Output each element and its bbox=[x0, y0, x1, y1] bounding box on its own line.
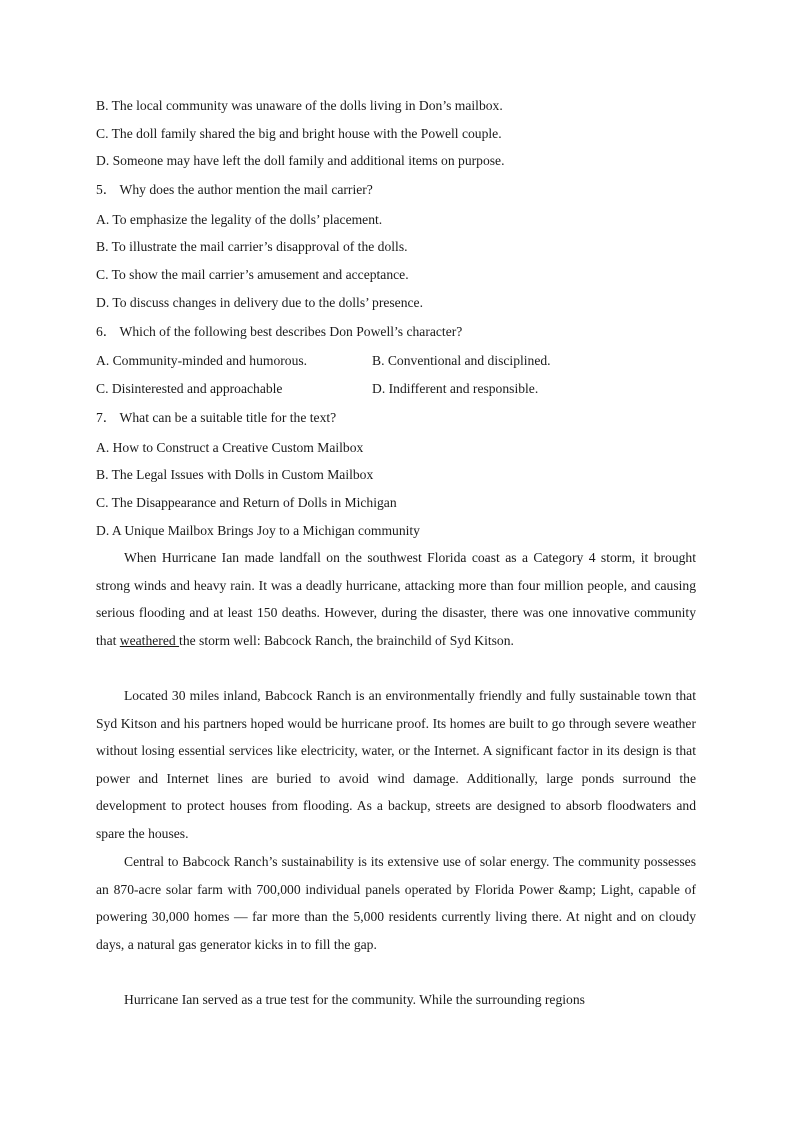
q7-option-c: C. The Disappearance and Return of Dolls in Michigan bbox=[96, 495, 397, 510]
q7-stem: 7． What can be a suitable title for the text? bbox=[96, 410, 337, 425]
q7-option-d: D. A Unique Mailbox Brings Joy to a Michigan community bbox=[96, 523, 420, 538]
passage-paragraph-4 bbox=[96, 986, 696, 1014]
q6-option-d: D. Indifferent and responsible. bbox=[372, 381, 539, 396]
q4-option-c: C. The doll family shared the big and bright house with the Powell couple. bbox=[96, 126, 502, 141]
q4-option-d: D. Someone may have left the doll family and additional items on purpose. bbox=[96, 153, 505, 168]
q5-option-a: A. To emphasize the legality of the dolls’ placement. bbox=[96, 212, 383, 227]
underlined-word: weathered bbox=[119, 632, 180, 648]
p1-text-before: When Hurricane Ian made landfall on the southwest Florida coast as a Category 4 storm, it brought strong winds and heavy rain. It was a deadly hurricane, attacking more than four million people, and causing serious flooding and at least 150 deaths. However, during the disaster, there was one innovative community that bbox=[96, 550, 696, 648]
q5-option-b: B. To illustrate the mail carrier’s disapproval of the dolls. bbox=[96, 239, 408, 254]
q7-option-a: A. How to Construct a Creative Custom Mailbox bbox=[96, 440, 364, 455]
p1-text-after: the storm well: Babcock Ranch, the brainchild of Syd Kitson. bbox=[179, 632, 514, 648]
passage-paragraph-3 bbox=[96, 848, 696, 958]
q7-option-b: B. The Legal Issues with Dolls in Custom Mailbox bbox=[96, 467, 374, 482]
q6-option-b: B. Conventional and disciplined. bbox=[372, 353, 551, 368]
q5-stem: 5． Why does the author mention the mail carrier? bbox=[96, 182, 373, 197]
q6-option-a: A. Community-minded and humorous. bbox=[96, 353, 308, 368]
passage-paragraph-1 bbox=[96, 544, 696, 654]
passage-paragraph-2 bbox=[96, 682, 696, 847]
p3-text: Central to Babcock Ranch’s sustainability is its extensive use of solar energy. The community possesses an 870-acre solar farm with 700,000 individual panels operated by Florida Power &amp; Light, capable of powering 30,000 homes — far more than the 5,000 residents currently living there. At night and on cloudy days, a natural gas generator kicks in to fill the gap. bbox=[96, 854, 696, 952]
q4-option-b: B. The local community was unaware of the dolls living in Don’s mailbox. bbox=[96, 98, 503, 113]
p2-text: Located 30 miles inland, Babcock Ranch is an environmentally friendly and fully sustainable town that Syd Kitson and his partners hoped would be hurricane proof. Its homes are built to go through severe weather without losing essential services like electricity, water, or the Internet. A significant factor in its design is that power and Internet lines are buried to avoid wind damage. Additionally, large ponds surround the development to protect houses from flooding. As a backup, streets are designed to absorb floodwaters and spare the houses. bbox=[96, 688, 696, 841]
q6-option-c: C. Disinterested and approachable bbox=[96, 381, 283, 396]
q5-option-c: C. To show the mail carrier’s amusement and acceptance. bbox=[96, 267, 409, 282]
q6-stem: 6． Which of the following best describes Don Powell’s character? bbox=[96, 324, 463, 339]
q5-option-d: D. To discuss changes in delivery due to the dolls’ presence. bbox=[96, 295, 423, 310]
p4-text: Hurricane Ian served as a true test for the community. While the surrounding regions bbox=[124, 992, 585, 1007]
